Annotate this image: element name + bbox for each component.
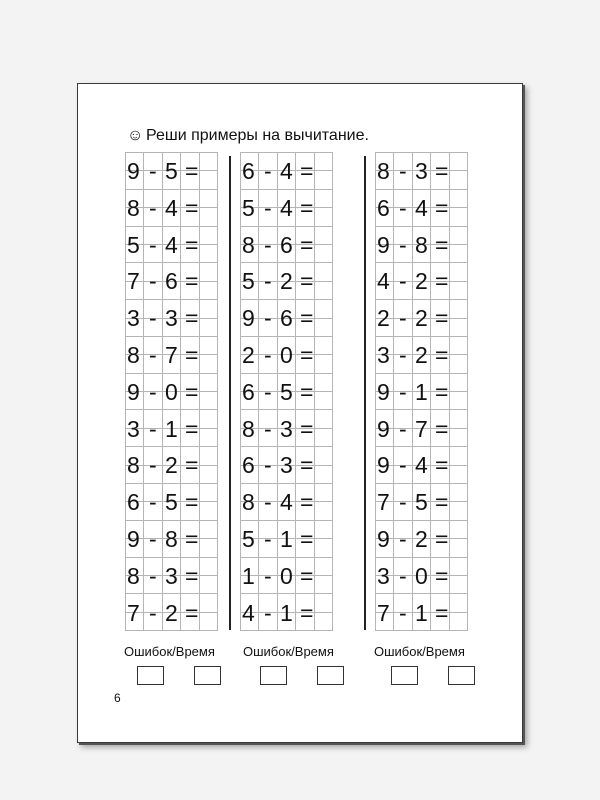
time-box[interactable]	[317, 666, 344, 685]
minus-sign: -	[264, 452, 272, 479]
minus-sign: -	[399, 378, 407, 405]
minus-sign: -	[149, 415, 157, 442]
subtrahend: 2	[415, 526, 428, 552]
minuend: 8	[127, 452, 140, 479]
subtrahend: 2	[415, 268, 428, 295]
subtraction-problem	[375, 446, 467, 483]
minus-sign: -	[399, 268, 407, 295]
subtrahend: 2	[280, 268, 293, 295]
subtrahend: 3	[280, 452, 293, 479]
minus-sign: -	[149, 231, 157, 258]
subtraction-problem	[125, 594, 217, 631]
equals-sign: =	[185, 194, 199, 221]
minuend: 8	[242, 415, 255, 442]
equals-sign: =	[435, 158, 449, 184]
minuend: 2	[242, 342, 255, 368]
subtrahend: 1	[280, 599, 293, 626]
equals-sign: =	[300, 452, 314, 479]
minuend: 9	[377, 452, 390, 479]
subtrahend: 0	[280, 342, 293, 368]
subtraction-problem	[375, 152, 467, 189]
equals-sign: =	[185, 415, 199, 442]
minus-sign: -	[264, 231, 272, 258]
subtraction-problem	[240, 483, 332, 520]
equals-sign: =	[300, 526, 314, 552]
instruction-header	[127, 124, 369, 148]
subtrahend: 2	[415, 342, 428, 368]
minuend: 4	[242, 599, 255, 626]
equals-sign: =	[185, 231, 199, 258]
equals-sign: =	[435, 415, 449, 442]
minus-sign: -	[399, 599, 407, 626]
subtraction-problem	[240, 446, 332, 483]
subtrahend: 0	[415, 562, 428, 589]
subtrahend: 3	[165, 562, 178, 589]
equals-sign: =	[185, 452, 199, 479]
minuend: 7	[127, 599, 140, 626]
minuend: 9	[127, 378, 140, 405]
minus-sign: -	[149, 452, 157, 479]
subtrahend: 0	[280, 562, 293, 589]
minus-sign: -	[264, 562, 272, 589]
subtraction-problem	[375, 336, 467, 373]
subtraction-problem	[240, 299, 332, 336]
smiley-icon: ☺	[127, 127, 144, 144]
subtraction-problem	[125, 262, 217, 299]
minuend: 3	[127, 415, 140, 442]
equals-sign: =	[185, 562, 199, 589]
minuend: 9	[242, 305, 255, 332]
equals-sign: =	[300, 378, 314, 405]
equals-sign: =	[300, 415, 314, 442]
minuend: 9	[377, 231, 390, 258]
equals-sign: =	[185, 158, 199, 184]
minuend: 6	[242, 158, 255, 184]
equals-sign: =	[300, 231, 314, 258]
subtrahend: 4	[165, 231, 178, 258]
equals-sign: =	[435, 268, 449, 295]
equals-sign: =	[435, 562, 449, 589]
subtrahend: 8	[165, 526, 178, 552]
subtraction-problem	[240, 262, 332, 299]
minuend: 4	[377, 268, 390, 295]
minuend: 1	[242, 562, 255, 589]
minus-sign: -	[399, 342, 407, 368]
subtraction-problem	[375, 594, 467, 631]
instruction-text: Реши примеры на вычитание.	[146, 127, 369, 144]
minus-sign: -	[149, 158, 157, 184]
minuend: 5	[242, 526, 255, 552]
page-number: 6	[114, 691, 121, 705]
subtrahend: 4	[280, 158, 293, 184]
subtrahend: 1	[280, 526, 293, 552]
minuend: 3	[377, 562, 390, 589]
minus-sign: -	[149, 599, 157, 626]
subtraction-problem	[125, 446, 217, 483]
errors-time-label: Ошибок/Время	[124, 644, 215, 659]
equals-sign: =	[185, 489, 199, 516]
subtraction-problem	[240, 226, 332, 263]
subtraction-problem	[125, 557, 217, 594]
subtraction-problem	[375, 557, 467, 594]
minus-sign: -	[399, 452, 407, 479]
minuend: 8	[377, 158, 390, 184]
minus-sign: -	[149, 378, 157, 405]
equals-sign: =	[300, 599, 314, 626]
subtrahend: 1	[415, 378, 428, 405]
equals-sign: =	[435, 526, 449, 552]
subtrahend: 6	[280, 305, 293, 332]
minus-sign: -	[264, 526, 272, 552]
minuend: 2	[377, 305, 390, 332]
minus-sign: -	[149, 268, 157, 295]
subtrahend: 2	[415, 305, 428, 332]
subtrahend: 2	[165, 599, 178, 626]
minus-sign: -	[149, 342, 157, 368]
minus-sign: -	[264, 415, 272, 442]
subtrahend: 5	[415, 489, 428, 516]
subtrahend: 7	[165, 342, 178, 368]
minuend: 8	[127, 194, 140, 221]
equals-sign: =	[300, 305, 314, 332]
minuend: 5	[242, 268, 255, 295]
subtrahend: 4	[415, 452, 428, 479]
minuend: 8	[127, 342, 140, 368]
column-divider	[364, 156, 366, 630]
minus-sign: -	[149, 194, 157, 221]
equals-sign: =	[300, 562, 314, 589]
subtraction-problem	[125, 410, 217, 447]
equals-sign: =	[185, 342, 199, 368]
minus-sign: -	[399, 231, 407, 258]
minus-sign: -	[264, 305, 272, 332]
equals-sign: =	[300, 194, 314, 221]
subtraction-problem	[375, 189, 467, 226]
subtrahend: 5	[280, 378, 293, 405]
subtraction-problem	[125, 520, 217, 557]
equals-sign: =	[185, 268, 199, 295]
subtraction-problem	[125, 226, 217, 263]
minuend: 9	[377, 526, 390, 552]
minuend: 7	[377, 489, 390, 516]
minus-sign: -	[264, 194, 272, 221]
subtrahend: 4	[280, 489, 293, 516]
subtrahend: 3	[280, 415, 293, 442]
subtrahend: 2	[165, 452, 178, 479]
subtrahend: 4	[415, 194, 428, 221]
equals-sign: =	[435, 378, 449, 405]
subtraction-problem	[375, 262, 467, 299]
equals-sign: =	[185, 378, 199, 405]
equals-sign: =	[435, 489, 449, 516]
minuend: 3	[127, 305, 140, 332]
subtraction-problem	[125, 299, 217, 336]
minuend: 6	[242, 452, 255, 479]
minus-sign: -	[399, 194, 407, 221]
equals-sign: =	[435, 342, 449, 368]
subtraction-problem	[240, 410, 332, 447]
subtrahend: 6	[165, 268, 178, 295]
minuend: 7	[127, 268, 140, 295]
minus-sign: -	[399, 158, 407, 184]
minuend: 8	[127, 562, 140, 589]
subtrahend: 1	[415, 599, 428, 626]
equals-sign: =	[435, 599, 449, 626]
subtraction-problem	[375, 373, 467, 410]
subtraction-problem	[240, 594, 332, 631]
errors-box[interactable]	[137, 666, 164, 685]
minuend: 8	[242, 489, 255, 516]
subtrahend: 3	[165, 305, 178, 332]
minuend: 8	[242, 231, 255, 258]
minuend: 5	[242, 194, 255, 221]
time-box[interactable]	[194, 666, 221, 685]
subtraction-problem	[240, 557, 332, 594]
minus-sign: -	[264, 599, 272, 626]
subtrahend: 6	[280, 231, 293, 258]
minuend: 5	[127, 231, 140, 258]
minus-sign: -	[264, 378, 272, 405]
minus-sign: -	[149, 489, 157, 516]
minus-sign: -	[399, 526, 407, 552]
subtraction-problem	[240, 336, 332, 373]
subtrahend: 5	[165, 158, 178, 184]
minus-sign: -	[399, 562, 407, 589]
equals-sign: =	[185, 526, 199, 552]
minus-sign: -	[399, 305, 407, 332]
subtraction-problem	[240, 520, 332, 557]
minus-sign: -	[399, 415, 407, 442]
minus-sign: -	[149, 526, 157, 552]
minus-sign: -	[264, 268, 272, 295]
subtrahend: 7	[415, 415, 428, 442]
subtrahend: 4	[165, 194, 178, 221]
minuend: 6	[242, 378, 255, 405]
minus-sign: -	[149, 305, 157, 332]
minuend: 6	[377, 194, 390, 221]
minus-sign: -	[149, 562, 157, 589]
minuend: 9	[377, 378, 390, 405]
subtraction-problem	[240, 373, 332, 410]
time-box[interactable]	[448, 666, 475, 685]
minus-sign: -	[264, 158, 272, 184]
subtraction-problem	[375, 520, 467, 557]
minuend: 9	[377, 415, 390, 442]
subtraction-problem	[240, 152, 332, 189]
equals-sign: =	[300, 342, 314, 368]
subtraction-problem	[375, 299, 467, 336]
minus-sign: -	[399, 489, 407, 516]
equals-sign: =	[300, 268, 314, 295]
equals-sign: =	[435, 231, 449, 258]
errors-time-label: Ошибок/Время	[243, 644, 334, 659]
minuend: 6	[127, 489, 140, 516]
subtraction-problem	[125, 152, 217, 189]
equals-sign: =	[300, 158, 314, 184]
subtrahend: 8	[415, 231, 428, 258]
equals-sign: =	[300, 489, 314, 516]
subtraction-problem	[125, 373, 217, 410]
subtrahend: 5	[165, 489, 178, 516]
errors-box[interactable]	[260, 666, 287, 685]
subtraction-problem	[375, 483, 467, 520]
equals-sign: =	[185, 305, 199, 332]
equals-sign: =	[435, 452, 449, 479]
equals-sign: =	[185, 599, 199, 626]
subtraction-problem	[375, 226, 467, 263]
subtrahend: 0	[165, 378, 178, 405]
minuend: 9	[127, 526, 140, 552]
errors-box[interactable]	[391, 666, 418, 685]
minuend: 7	[377, 599, 390, 626]
minus-sign: -	[264, 489, 272, 516]
minuend: 3	[377, 342, 390, 368]
subtraction-problem	[125, 189, 217, 226]
subtrahend: 4	[280, 194, 293, 221]
column-divider	[229, 156, 231, 630]
subtrahend: 1	[165, 415, 178, 442]
subtrahend: 3	[415, 158, 428, 184]
subtraction-problem	[125, 336, 217, 373]
errors-time-label: Ошибок/Время	[374, 644, 465, 659]
subtraction-problem	[375, 410, 467, 447]
minus-sign: -	[264, 342, 272, 368]
subtraction-problem	[240, 189, 332, 226]
equals-sign: =	[435, 194, 449, 221]
equals-sign: =	[435, 305, 449, 332]
minuend: 9	[127, 158, 140, 184]
subtraction-problem	[125, 483, 217, 520]
